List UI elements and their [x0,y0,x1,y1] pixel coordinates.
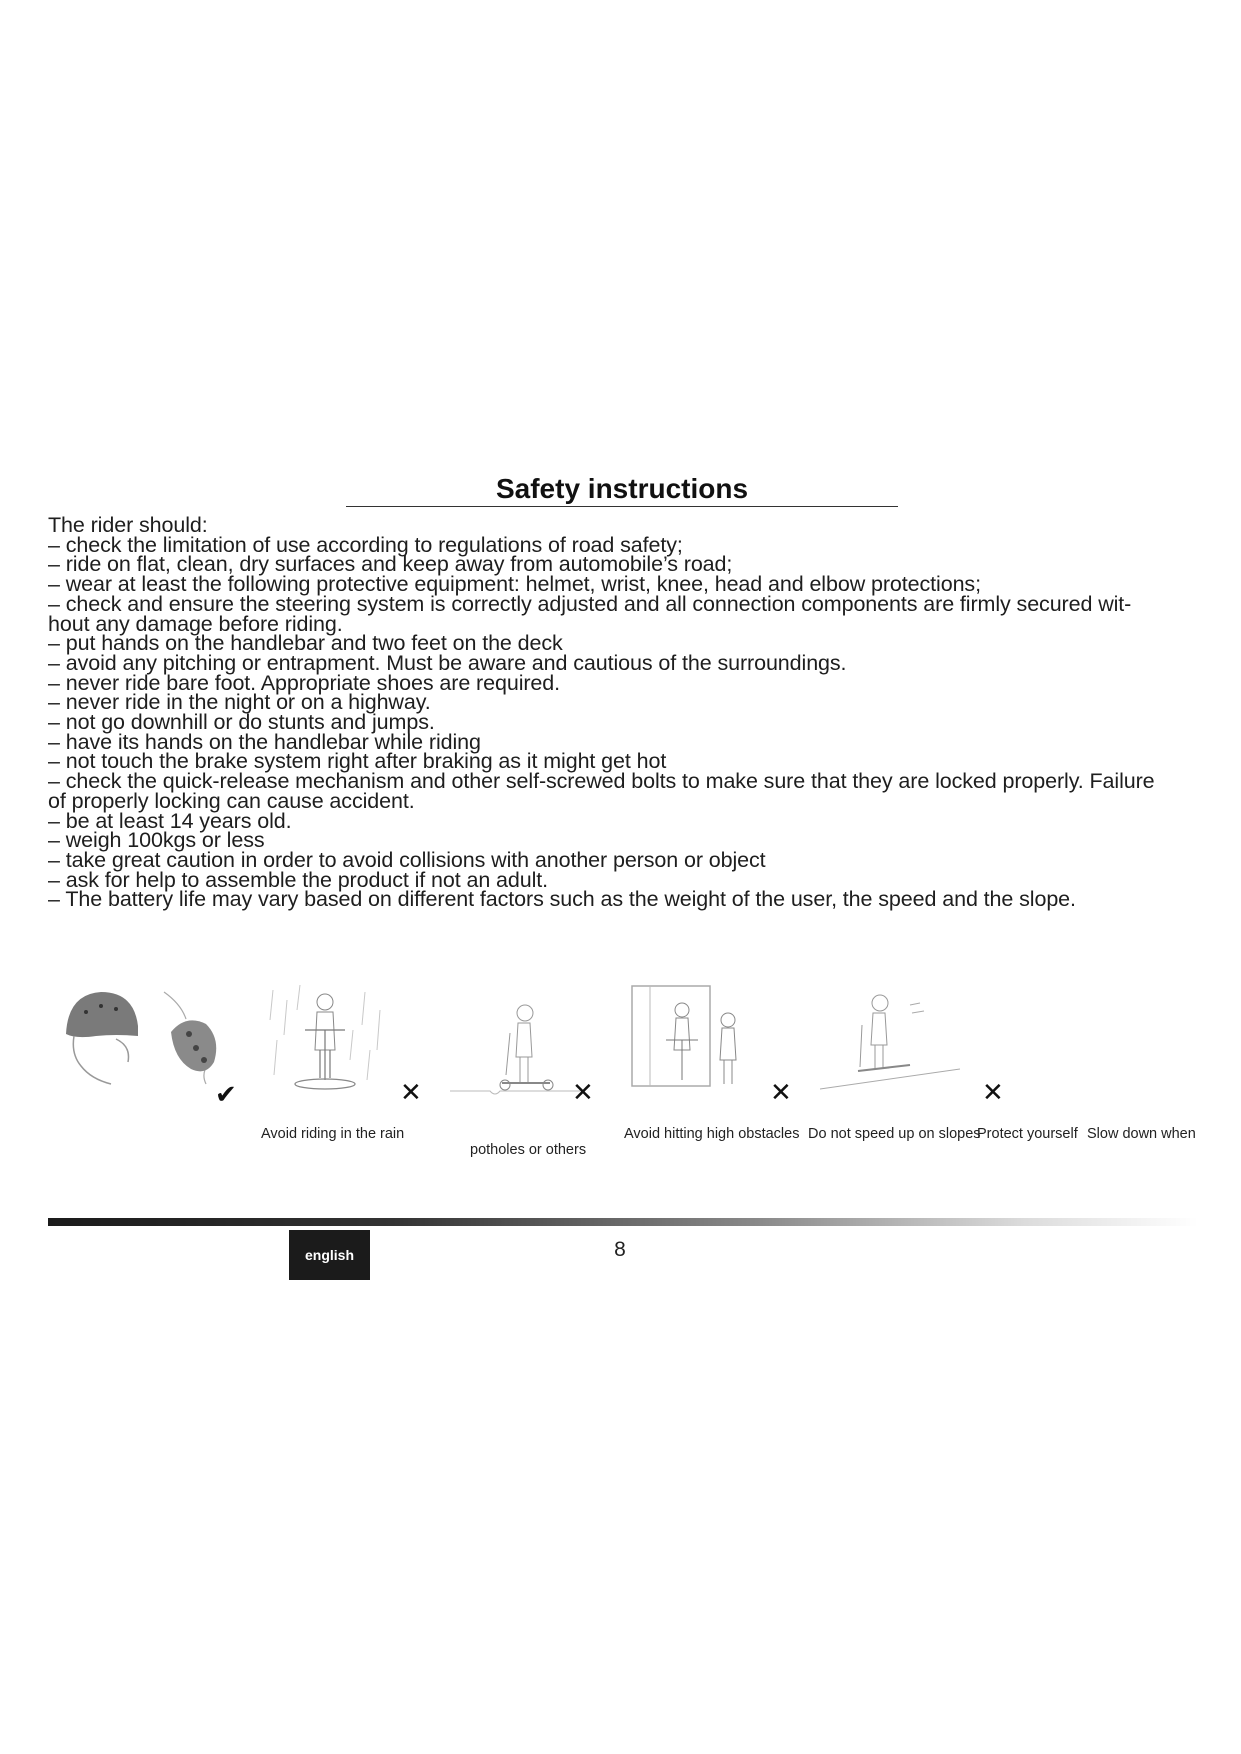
language-label: english [289,1230,370,1280]
instruction-line: of properly locking can cause accident. [48,788,415,813]
page-title: Safety instructions [495,473,749,504]
rain-riding-illustration [265,980,395,1095]
slope-illustration [820,985,960,1095]
instruction-line: – be at least 14 years old. [48,808,292,833]
cross-icon: ✕ [770,1078,792,1108]
instruction-line: – ask for help to assemble the product if not an adult. [48,867,549,892]
caption-obstacles: Avoid hitting high obstacles [624,1126,800,1142]
cross-icon: ✕ [982,1078,1004,1108]
instruction-line: – weigh 100kgs or less [48,828,265,853]
caption-protect: Protect yourself [977,1126,1078,1142]
obstacle-illustration [630,980,760,1095]
instruction-line: – check the limitation of use according to regulations of road safety; [48,532,683,557]
cross-icon: ✕ [572,1078,594,1108]
cross-icon: ✕ [400,1078,422,1108]
instruction-line: – never ride bare foot. Appropriate shoes are required. [48,670,561,695]
caption-slopes: Do not speed up on slopes [808,1126,981,1142]
instruction-line: – check the quick-release mechanism and other self-screwed bolts to make sure that they are locked properly. Failure [48,769,1155,794]
safety-illustrations [50,980,1210,1160]
instruction-line: hout any damage before riding. [48,611,343,636]
caption-slow: Slow down when [1087,1126,1196,1142]
instruction-line: – put hands on the handlebar and two feet on the deck [48,631,563,656]
helmet-kneepad-illustration [56,984,246,1089]
page-number: 8 [614,1238,626,1261]
instruction-line: – not touch the brake system right after braking as it might get hot [48,749,667,774]
instruction-line: – The battery life may vary based on different factors such as the weight of the user, the speed and the slope. [48,887,1076,912]
intro-line: The rider should: [48,513,208,537]
caption-potholes: potholes or others [470,1142,587,1158]
instruction-line: – ride on flat, clean, dry surfaces and keep away from automobile’s road; [48,552,733,577]
caption-rain: Avoid riding in the rain [261,1126,405,1142]
title-underline [346,506,898,507]
check-icon: ✔ [215,1080,237,1110]
safety-text [48,513,1208,912]
instruction-line: – take great caution in order to avoid collisions with another person or object [48,847,766,872]
footer-bar [48,1218,1198,1226]
instruction-line: – have its hands on the handlebar while riding [48,729,481,754]
instruction-line: – check and ensure the steering system is correctly adjusted and all connection components are firmly secured wit- [48,591,1132,616]
instruction-line: – never ride in the night or on a highway. [48,690,431,715]
instruction-line: – not go downhill or do stunts and jumps. [48,710,435,735]
instruction-line: – avoid any pitching or entrapment. Must be aware and cautious of the surroundings. [48,650,847,675]
instruction-line: – wear at least the following protective equipment: helmet, wrist, knee, head and elbow protections; [48,572,981,597]
pothole-riding-illustration [450,995,580,1095]
